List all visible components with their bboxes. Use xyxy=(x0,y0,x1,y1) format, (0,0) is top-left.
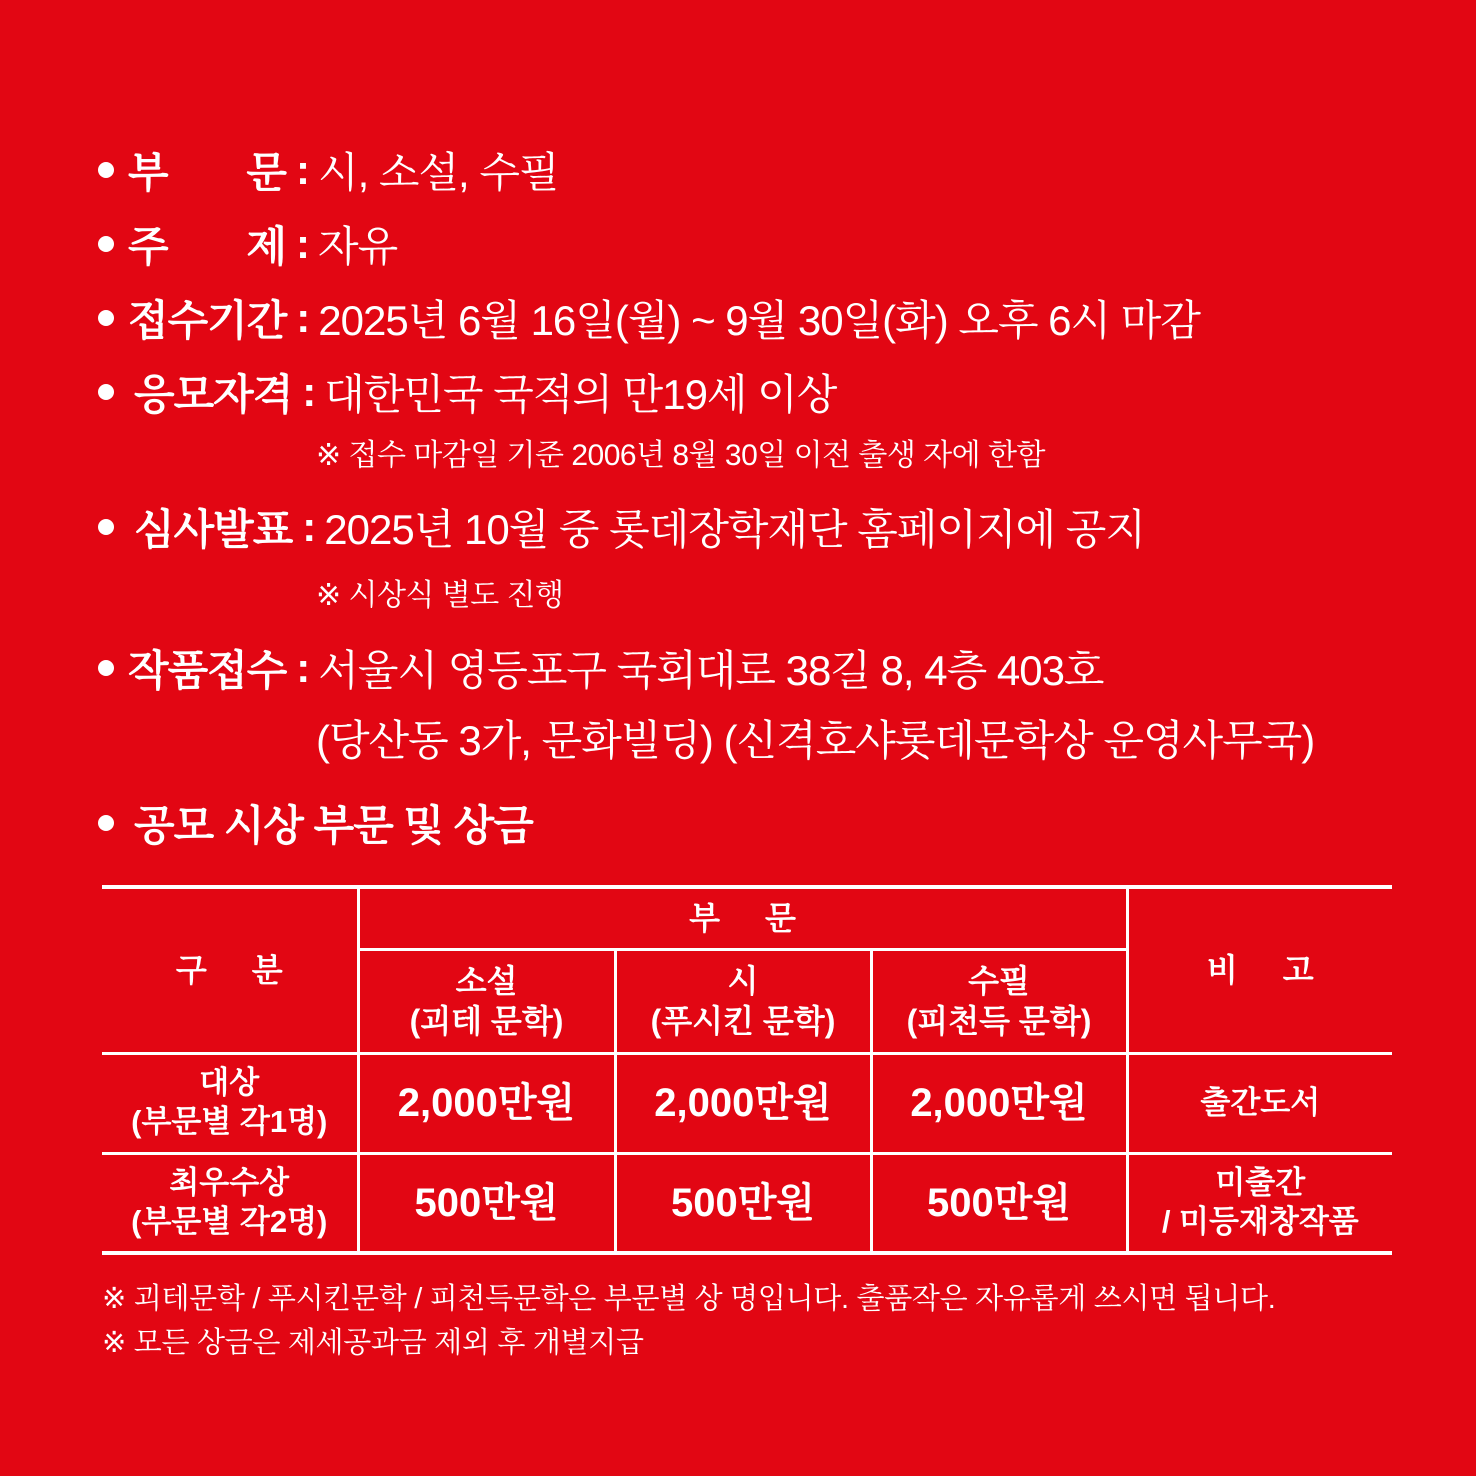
item-submission xyxy=(98,638,1104,698)
column-header-novel xyxy=(358,949,615,1053)
colon: : xyxy=(296,146,310,193)
item-submission-value: 서울시 영등포구 국회대로 38길 8, 4층 403호 xyxy=(318,647,1104,694)
colon: : xyxy=(302,503,317,550)
row-label-line: (부문별 각1명) xyxy=(131,1104,328,1139)
item-submission-label: 작품접수 xyxy=(128,647,287,694)
header-section xyxy=(358,887,1127,949)
row-label-line: (부문별 각2명) xyxy=(131,1203,328,1239)
column-header-line: 시 xyxy=(727,963,759,999)
prize-amount: 500만원 xyxy=(615,1153,871,1253)
prize-amount: 2,000만원 xyxy=(871,1053,1127,1153)
column-header-line: 소설 xyxy=(455,963,518,999)
item-theme-label xyxy=(128,214,286,274)
colon: : xyxy=(296,294,311,341)
row-label-excellence-prize xyxy=(102,1153,358,1253)
prize-amount: 500만원 xyxy=(871,1153,1127,1253)
column-header-line: 수필 xyxy=(968,963,1030,999)
announcement-note: ※ 시상식 별도 진행 xyxy=(316,579,564,612)
label-char: 문 xyxy=(246,149,286,196)
item-period-value: 2025년 6월 16일(월) ~ 9월 30일(화) 오후 6시 마감 xyxy=(318,297,1200,344)
label-char: 주 xyxy=(128,223,168,270)
header-section-text: 부 문 xyxy=(689,900,814,937)
label-char: 제 xyxy=(246,223,286,270)
colon: : xyxy=(302,368,317,415)
header-remark-text: 비 고 xyxy=(1206,952,1332,989)
row-label-line: 최우수상 xyxy=(169,1165,290,1200)
item-eligibility-value: 대한민국 국적의 만19세 이상 xyxy=(324,371,837,418)
prize-amount: 2,000만원 xyxy=(615,1053,871,1153)
item-announcement xyxy=(98,497,1145,557)
item-category-label xyxy=(128,140,286,200)
eligibility-note: ※ 접수 마감일 기준 2006년 8월 30일 이전 출생 자에 한함 xyxy=(316,439,1045,472)
column-header-poem xyxy=(615,949,871,1053)
header-category-text: 구 분 xyxy=(175,952,301,989)
footnote: ※ 괴테문학 / 푸시킨문학 / 피천득문학은 부문별 상 명입니다. 출품작은 자유롭게 쓰시면 됩니다. xyxy=(102,1283,1276,1315)
label-char: 부 xyxy=(128,149,168,196)
header-category xyxy=(102,887,358,1053)
item-announcement-label: 심사발표 xyxy=(134,506,293,553)
remark-line: / 미등재창작품 xyxy=(1161,1203,1359,1239)
remark-line: 미출간 xyxy=(1215,1165,1306,1200)
bullet-icon xyxy=(98,310,114,326)
table-row xyxy=(102,1153,1392,1253)
row-label-grand-prize xyxy=(102,1053,358,1153)
item-announcement-value: 2025년 10월 중 롯데장학재단 홈페이지에 공지 xyxy=(324,506,1145,553)
item-theme xyxy=(98,214,397,274)
table-header-row xyxy=(102,887,1392,949)
footnote: ※ 모든 상금은 제세공과금 제외 후 개별지급 xyxy=(102,1327,644,1359)
row-label-line: 대상 xyxy=(199,1065,260,1101)
header-remark xyxy=(1127,887,1392,1053)
item-period xyxy=(98,288,1200,348)
prize-table xyxy=(102,885,1392,1255)
item-theme-value: 자유 xyxy=(318,223,398,270)
item-period-label: 접수기간 xyxy=(128,297,287,344)
bullet-icon xyxy=(98,815,114,831)
item-category xyxy=(98,140,559,200)
table-row xyxy=(102,1053,1392,1153)
row-remark xyxy=(1127,1153,1392,1253)
item-eligibility xyxy=(98,362,836,422)
prize-amount: 2,000만원 xyxy=(358,1053,615,1153)
column-header-line: (괴테 문학) xyxy=(409,1003,564,1039)
bullet-icon xyxy=(98,519,114,535)
colon: : xyxy=(296,644,311,691)
column-header-line: (푸시킨 문학) xyxy=(650,1003,836,1039)
row-remark xyxy=(1127,1053,1392,1153)
bullet-icon xyxy=(98,236,114,252)
bullet-icon xyxy=(98,660,114,676)
colon: : xyxy=(296,220,310,267)
column-header-essay xyxy=(871,949,1127,1053)
column-header-line: (피천득 문학) xyxy=(906,1003,1092,1039)
prize-amount: 500만원 xyxy=(358,1153,615,1253)
item-eligibility-label: 응모자격 xyxy=(134,371,293,418)
item-category-value: 시, 소설, 수필 xyxy=(318,149,559,196)
remark-line: 출간도서 xyxy=(1200,1084,1321,1120)
bullet-icon xyxy=(98,384,114,400)
awards-heading: 공모 시상 부문 및 상금 xyxy=(134,802,533,849)
submission-address-line2: (당산동 3가, 문화빌딩) (신격호샤롯데문학상 운영사무국) xyxy=(316,717,1315,764)
awards-heading-row xyxy=(98,793,533,853)
bullet-icon xyxy=(98,162,114,178)
